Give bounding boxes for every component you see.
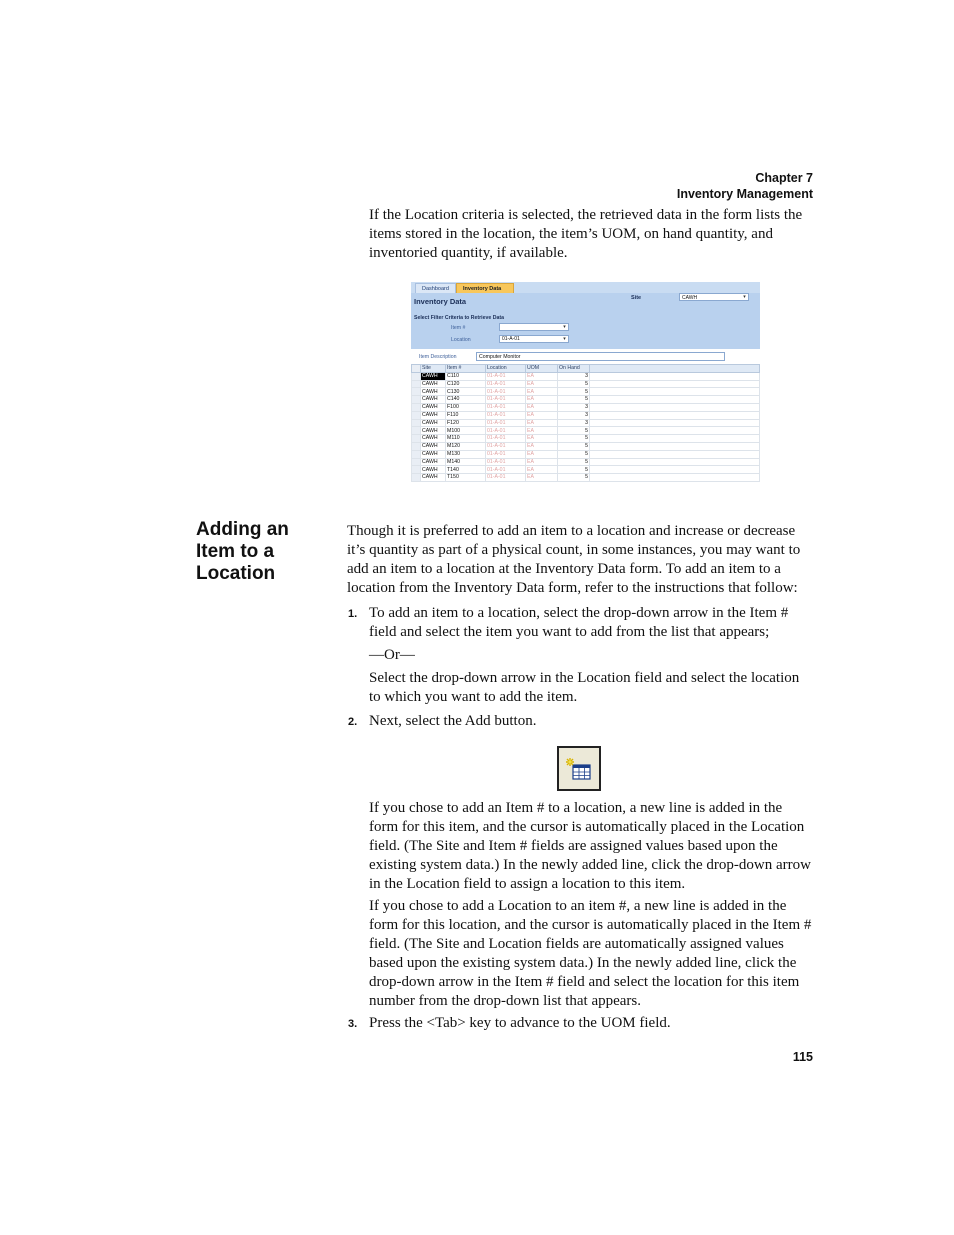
filler-cell	[590, 427, 760, 435]
uom-cell[interactable]: EA	[526, 458, 558, 466]
chevron-down-icon[interactable]: ▾	[743, 294, 746, 300]
step-1-number: 1.	[348, 608, 358, 620]
location-cell[interactable]: 01-A-01	[486, 396, 526, 404]
uom-cell[interactable]: EA	[526, 396, 558, 404]
table-row[interactable]	[412, 435, 760, 443]
item-description-label: Item Description	[419, 354, 457, 360]
site-cell[interactable]: CAWH	[421, 372, 446, 380]
column-header-item[interactable]: Item #	[446, 365, 486, 373]
filler-cell	[590, 396, 760, 404]
on-hand-cell[interactable]: 5	[558, 450, 590, 458]
row-selector[interactable]	[412, 403, 421, 411]
column-header-filler	[590, 365, 760, 373]
item-cell[interactable]: M130	[446, 450, 486, 458]
on-hand-cell[interactable]: 3	[558, 419, 590, 427]
table-row[interactable]	[412, 466, 760, 474]
inventory-data-screenshot	[411, 282, 760, 488]
table-row[interactable]	[412, 474, 760, 482]
table-row[interactable]	[412, 442, 760, 450]
table-row[interactable]	[412, 396, 760, 404]
site-cell[interactable]: CAWH	[421, 411, 446, 419]
item-cell[interactable]: F120	[446, 419, 486, 427]
location-cell[interactable]: 01-A-01	[486, 380, 526, 388]
on-hand-cell[interactable]: 5	[558, 458, 590, 466]
location-cell[interactable]: 01-A-01	[486, 435, 526, 443]
filler-cell	[590, 458, 760, 466]
row-selector[interactable]	[412, 380, 421, 388]
uom-cell[interactable]: EA	[526, 466, 558, 474]
on-hand-cell[interactable]: 5	[558, 466, 590, 474]
tab-bar	[411, 282, 760, 293]
on-hand-cell[interactable]: 3	[558, 372, 590, 380]
row-selector[interactable]	[412, 435, 421, 443]
table-row[interactable]	[412, 411, 760, 419]
site-label: Site	[631, 295, 642, 301]
site-cell[interactable]: CAWH	[421, 419, 446, 427]
table-row[interactable]	[412, 403, 760, 411]
uom-cell[interactable]: EA	[526, 427, 558, 435]
page-number: 115	[792, 1050, 813, 1064]
step-1-alt-text: Select the drop-down arrow in the Location field and select the location to which you want to add the item.	[369, 670, 800, 705]
site-cell[interactable]: CAWH	[421, 474, 446, 482]
filter-panel	[411, 293, 760, 349]
uom-cell[interactable]: EA	[526, 474, 558, 482]
step-2-text: Next, select the Add button.	[369, 713, 537, 729]
chapter-section-label: Inventory Management	[676, 187, 813, 201]
item-cell[interactable]: F110	[446, 411, 486, 419]
step-3-number: 3.	[348, 1018, 358, 1030]
step-2-number: 2.	[348, 716, 358, 728]
column-header-site[interactable]: Site	[421, 365, 446, 373]
site-value: CAWH	[682, 295, 698, 301]
location-label: Location	[451, 337, 471, 343]
site-cell[interactable]: CAWH	[421, 458, 446, 466]
site-cell[interactable]: CAWH	[421, 388, 446, 396]
item-cell[interactable]: F100	[446, 403, 486, 411]
section-title: Adding an Item to a Location	[196, 519, 289, 584]
filler-cell	[590, 442, 760, 450]
site-cell[interactable]: CAWH	[421, 435, 446, 443]
item-cell[interactable]: M100	[446, 427, 486, 435]
form-title: Inventory Data	[414, 297, 467, 306]
item-description-field[interactable]: Computer Monitor	[476, 352, 725, 361]
chevron-down-icon[interactable]: ▾	[563, 336, 566, 342]
item-cell[interactable]: C120	[446, 380, 486, 388]
inventory-grid	[411, 364, 760, 482]
tab-dashboard[interactable]: Dashboard	[415, 283, 456, 294]
uom-cell[interactable]: EA	[526, 442, 558, 450]
location-cell[interactable]: 01-A-01	[486, 427, 526, 435]
site-cell[interactable]: CAWH	[421, 427, 446, 435]
row-selector[interactable]	[412, 458, 421, 466]
row-selector[interactable]	[412, 474, 421, 482]
location-cell[interactable]: 01-A-01	[486, 411, 526, 419]
filter-heading: Select Filter Criteria to Retrieve Data	[414, 315, 504, 321]
uom-cell[interactable]: EA	[526, 388, 558, 396]
site-cell[interactable]: CAWH	[421, 442, 446, 450]
row-selector[interactable]	[412, 419, 421, 427]
uom-cell[interactable]: EA	[526, 450, 558, 458]
uom-cell[interactable]: EA	[526, 403, 558, 411]
item-cell[interactable]: M110	[446, 435, 486, 443]
location-cell[interactable]: 01-A-01	[486, 388, 526, 396]
table-row[interactable]	[412, 419, 760, 427]
on-hand-cell[interactable]: 5	[558, 435, 590, 443]
row-selector[interactable]	[412, 450, 421, 458]
location-cell[interactable]: 01-A-01	[486, 466, 526, 474]
location-cell[interactable]: 01-A-01	[486, 458, 526, 466]
add-record-icon	[559, 748, 599, 789]
table-row[interactable]	[412, 380, 760, 388]
uom-cell[interactable]: EA	[526, 435, 558, 443]
row-selector[interactable]	[412, 372, 421, 380]
site-select[interactable]	[679, 293, 749, 301]
location-cell[interactable]: 01-A-01	[486, 474, 526, 482]
uom-cell[interactable]: EA	[526, 411, 558, 419]
item-cell[interactable]: C140	[446, 396, 486, 404]
location-cell[interactable]: 01-A-01	[486, 403, 526, 411]
select-all-cell[interactable]	[412, 365, 421, 373]
table-row[interactable]	[412, 427, 760, 435]
uom-cell[interactable]: EA	[526, 380, 558, 388]
on-hand-cell[interactable]: 5	[558, 474, 590, 482]
intro-paragraph: If the Location criteria is selected, the retrieved data in the form lists the items stored in the location, the item’s UOM, on hand quantity, and inventoried quantity, if available.	[369, 207, 803, 261]
location-cell[interactable]: 01-A-01	[486, 450, 526, 458]
row-selector[interactable]	[412, 427, 421, 435]
filler-cell	[590, 411, 760, 419]
item-cell[interactable]: T140	[446, 466, 486, 474]
location-cell[interactable]: 01-A-01	[486, 442, 526, 450]
on-hand-cell[interactable]: 5	[558, 396, 590, 404]
site-cell[interactable]: CAWH	[421, 403, 446, 411]
item-cell[interactable]: M120	[446, 442, 486, 450]
table-row[interactable]	[412, 458, 760, 466]
filler-cell	[590, 380, 760, 388]
row-selector[interactable]	[412, 396, 421, 404]
column-header-uom[interactable]: UOM	[526, 365, 558, 373]
filler-cell	[590, 435, 760, 443]
filler-cell	[590, 474, 760, 482]
row-selector[interactable]	[412, 442, 421, 450]
site-cell[interactable]: CAWH	[421, 380, 446, 388]
step-1-text: To add an item to a location, select the drop-down arrow in the Item # field and select the item you want to add from the list that appears;	[369, 605, 789, 640]
uom-cell[interactable]: EA	[526, 419, 558, 427]
item-select[interactable]	[499, 323, 569, 331]
item-cell[interactable]: C110	[446, 372, 486, 380]
column-header-location[interactable]: Location	[486, 365, 526, 373]
item-choice-paragraph: If you chose to add an Item # to a location, a new line is added in the form for this item, and the cursor is automatically placed in the Location field. (The Site and Item # fields are assigned values based upon the existing system data.) In the newly added line, click the drop-down arrow in the Location field to assign a location to this item.	[369, 800, 811, 892]
tab-inventory-data[interactable]: Inventory Data	[456, 283, 514, 294]
chevron-down-icon[interactable]: ▾	[563, 324, 566, 330]
table-row[interactable]	[412, 450, 760, 458]
item-cell[interactable]: M140	[446, 458, 486, 466]
step-3-text: Press the <Tab> key to advance to the UOM field.	[369, 1015, 671, 1031]
on-hand-cell[interactable]: 5	[558, 427, 590, 435]
item-cell[interactable]: C130	[446, 388, 486, 396]
on-hand-cell[interactable]: 3	[558, 403, 590, 411]
add-button-icon	[557, 746, 601, 791]
grid-header-row	[412, 365, 760, 373]
uom-cell[interactable]: EA	[526, 372, 558, 380]
location-cell[interactable]: 01-A-01	[486, 372, 526, 380]
location-cell[interactable]: 01-A-01	[486, 419, 526, 427]
location-select[interactable]	[499, 335, 569, 343]
on-hand-cell[interactable]: 5	[558, 388, 590, 396]
on-hand-cell[interactable]: 5	[558, 442, 590, 450]
on-hand-cell[interactable]: 5	[558, 380, 590, 388]
filler-cell	[590, 419, 760, 427]
row-selector[interactable]	[412, 388, 421, 396]
section-intro: Though it is preferred to add an item to a location and increase or decrease it’s quantity as part of a physical count, in some instances, you may want to add an item to a location at the Inventory Data form. To add an item to a location from the Inventory Data form, refer to the instructions that follow:	[347, 523, 801, 596]
location-value: 01-A-01	[502, 336, 520, 342]
filler-cell	[590, 372, 760, 380]
item-label: Item #	[451, 325, 466, 331]
row-selector[interactable]	[412, 411, 421, 419]
site-cell[interactable]: CAWH	[421, 450, 446, 458]
on-hand-cell[interactable]: 3	[558, 411, 590, 419]
location-choice-paragraph: If you chose to add a Location to an item #, a new line is added in the form for this location, and the cursor is automatically placed in the Item # field. (The Site and Location fields are automatically assigned values based upon the existing system data.) In the newly added line, click the drop-down arrow in the Item # field and select the location for this item number from the drop-down list that appears.	[369, 898, 812, 1009]
table-row[interactable]	[412, 372, 760, 380]
filler-cell	[590, 466, 760, 474]
filler-cell	[590, 388, 760, 396]
site-cell[interactable]: CAWH	[421, 396, 446, 404]
chapter-label: Chapter 7	[755, 171, 813, 185]
row-selector[interactable]	[412, 466, 421, 474]
item-cell[interactable]: T150	[446, 474, 486, 482]
column-header-on-hand[interactable]: On Hand	[558, 365, 590, 373]
filler-cell	[590, 403, 760, 411]
filler-cell	[590, 450, 760, 458]
table-row[interactable]	[412, 388, 760, 396]
site-cell[interactable]: CAWH	[421, 466, 446, 474]
or-separator: —Or—	[369, 647, 415, 663]
